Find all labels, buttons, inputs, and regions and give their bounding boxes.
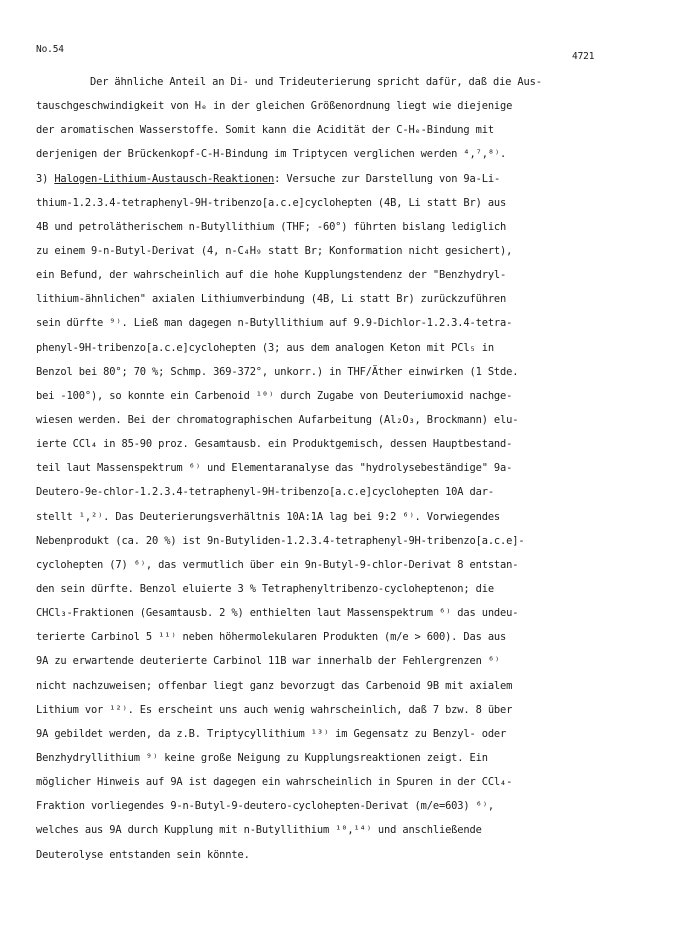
text-line: ierte CCl₄ in 85-90 proz. Gesamtausb. ein Produktgemisch, dessen Hauptbestand- (36, 438, 513, 451)
text-line: phenyl-9H-tribenzo[a.c.e]cyclohepten (3; aus dem analogen Keton mit PCl₅ in (36, 341, 494, 354)
text-line: nicht nachzuweisen; offenbar liegt ganz bevorzugt das Carbenoid 9B mit axialem (36, 679, 513, 692)
text-line: Benzhydryllithium ⁹⁾ keine große Neigung zu Kupplungsreaktionen zeigt. Ein (36, 751, 488, 764)
text-line: stellt ¹,²⁾. Das Deuterierungsverhältnis 10A:1A lag bei 9:2 ⁶⁾. Vorwiegendes (36, 510, 501, 523)
text-line: teil laut Massenspektrum ⁶⁾ und Elementaranalyse das "hydrolysebeständige" 9a- (36, 462, 513, 475)
text-line: 9A gebildet werden, da z.B. Triptycyllithium ¹³⁾ im Gegensatz zu Benzyl- oder (36, 727, 507, 740)
text-line: den sein dürfte. Benzol eluierte 3 % Tetraphenyltribenzo-cycloheptenon; die (36, 582, 494, 595)
text-line: wiesen werden. Bei der chromatographischen Aufarbeitung (Al₂O₃, Brockmann) elu- (36, 413, 519, 426)
text-line: cyclohepten (7) ⁶⁾, das vermutlich über ein 9n-Butyl-9-chlor-Derivat 8 entstan- (36, 558, 519, 571)
text-line: tauschgeschwindigkeit von Hₑ in der gleichen Größenordnung liegt wie diejenige (36, 100, 513, 113)
text-line: möglicher Hinweis auf 9A ist dagegen ein wahrscheinlich in Spuren in der CCl₄- (36, 776, 513, 789)
journal-issue: No.54 (36, 44, 64, 55)
text-line: Lithium vor ¹²⁾. Es erscheint uns auch wenig wahrscheinlich, daß 7 bzw. 8 über (36, 703, 513, 716)
body-text (36, 70, 636, 867)
text-line: zu einem 9-n-Butyl-Derivat (4, n-C₄H₉ statt Br; Konformation nicht gesichert), (36, 244, 513, 257)
text-line: derjenigen der Brückenkopf-C-H-Bindung im Triptycen verglichen werden ⁴,⁷,⁸⁾. (36, 148, 507, 161)
text-line: Der ähnliche Anteil an Di- und Trideuterierung spricht dafür, daß die Aus- (90, 76, 542, 88)
text-line: der aromatischen Wasserstoffe. Somit kann die Acidität der C-Hₑ-Bindung mit (36, 124, 494, 137)
page-number: 4721 (572, 51, 595, 62)
text-line: welches aus 9A durch Kupplung mit n-Butyllithium ¹⁰,¹⁴⁾ und anschließende (36, 824, 482, 837)
section-heading: Halogen-Lithium-Austausch-Reaktionen (54, 172, 275, 185)
text-line: Deutero-9e-chlor-1.2.3.4-tetraphenyl-9H-tribenzo[a.c.e]cyclohepten 10A dar- (36, 486, 494, 499)
text-line: ein Befund, der wahrscheinlich auf die hohe Kupplungstendenz der "Benzhydryl- (36, 269, 507, 282)
text-line: bei -100°), so konnte ein Carbenoid ¹⁰⁾ durch Zugabe von Deuteriumoxid nachge- (36, 389, 513, 402)
text-line: Benzol bei 80°; 70 %; Schmp. 369-372°, unkorr.) in THF/Äther einwirken (1 Stde. (36, 365, 519, 378)
text-line: thium-1.2.3.4-tetraphenyl-9H-tribenzo[a.c.e]cyclohepten (4B, Li statt Br) aus (36, 196, 507, 209)
text-line: Deuterolyse entstanden sein könnte. (36, 848, 250, 861)
text-line: 9A zu erwartende deuterierte Carbinol 11B war innerhalb der Fehlergrenzen ⁶⁾ (36, 655, 501, 668)
text-line: Fraktion vorliegendes 9-n-Butyl-9-deutero-cyclohepten-Derivat (m/e=603) ⁶⁾, (36, 800, 494, 813)
section-heading-line: 3) Halogen-Lithium-Austausch-Reaktionen: Versuche zur Darstellung von 9a-Li- (36, 172, 501, 185)
text-line: lithium-ähnlichen" axialen Lithiumverbindung (4B, Li statt Br) zurückzuführen (36, 293, 507, 306)
text-line: Nebenprodukt (ca. 20 %) ist 9n-Butyliden-1.2.3.4-tetraphenyl-9H-tribenzo[a.c.e]- (36, 534, 525, 547)
text-line: CHCl₃-Fraktionen (Gesamtausb. 2 %) enthielten laut Massenspektrum ⁶⁾ das undeu- (36, 607, 519, 620)
text-line: sein dürfte ⁹⁾. Ließ man dagegen n-Butyllithium auf 9.9-Dichlor-1.2.3.4-tetra- (36, 317, 513, 330)
text-line: terierte Carbinol 5 ¹¹⁾ neben höhermolekularen Produkten (m/e > 600). Das aus (36, 631, 507, 644)
text-line: 4B und petrolätherischem n-Butyllithium (THF; -60°) führten bislang lediglich (36, 220, 507, 233)
